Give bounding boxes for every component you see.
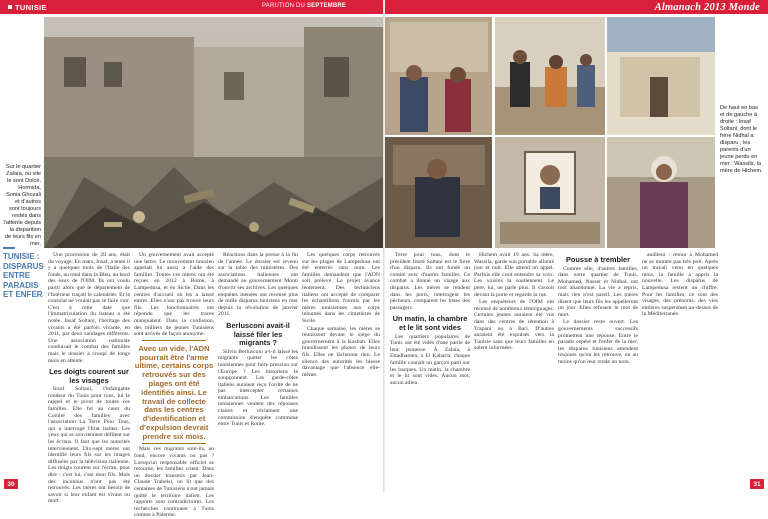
rubric-text: TUNISIE — [15, 2, 47, 12]
subhead-trembler: Pousse à trembler — [565, 255, 631, 264]
highlight-rule-top — [142, 340, 206, 341]
photo-caption-left: Sur le quartier Zalaïa, ou vile le sont Dolcé. Hormida, Sonia Ghozali et d'autres sont toujours restés dans l'attente depuis la disparition de leurs fils en mer. — [3, 164, 41, 247]
paragraph: Les quartiers populaires de Tunis ont été vidés d'une partie de leur jeunesse. À Zalaïa, à Ettadhamen, à El Kabaria, chaque famille connaît un garçon parti sur les barques. Un matin, la chambre et le lit sont vides. Aucun mot, aucun adieu. — [390, 333, 470, 386]
photo-rubble-street — [44, 17, 383, 248]
subhead-berlusconi: Berlusconi avait-il laissé filer les migrants ? — [226, 320, 290, 348]
paragraph: Silvio Berlusconi a-t-il laissé les migrants quitter les côtes tunisiennes pour faire pression sur l'Europe ? Les historiens le soupçonnent. Les garde-côtes italiens auraient reçu l'ordre de ne pas intercepter certaines embarcations. Les familles tunisiennes veulent des réponses claires et réclament une commission d'enquête commune entre Tunis et Rome. — [218, 348, 298, 428]
paragraph: Les enquêteurs de l'OIM ont recensé de nombreux témoignages. Certains jeunes auraient été vus dans des centres de rétention à Trapani ou à Bari. D'autres auraient été expulsés vers la Tunisie sans que leurs familles en soient informées. — [474, 299, 554, 352]
publication-date — [262, 3, 346, 9]
date-month: SEPTEMBRE — [306, 3, 347, 9]
column-2 — [134, 252, 215, 519]
paragraph: auditeur : retour à Mohamed ne se montre pas très poli. Après un travail venu en quelques mois, la famille a appris la nouvelle. Les disparus de Lampedusa restent un chiffre. Pour les familles, ce sont des visages, des prénoms, des vies entières suspendues au-dessus de la Méditerranée. — [642, 252, 718, 318]
paragraph: Un gouvernement avait accepté une lettre. Le mouvement tunisien appelait lui aussi à l'aide des familles. Toutes ces mères ont été reçues en 2012 à Rome, à Lampedusa, et en Sicile. Dans les centres d'accueil on les a laissé entrer. Elles n'ont pas trouvé leurs fils. Les fonctionnaires ont répondu que les traces manquaient. Dans la confusion, des milliers de jeunes Tunisiens sont arrivés de façon anonyme. — [134, 252, 214, 338]
paragraph: Comme elle, d'autres familles, dans notre quartier de Tunis, Mohamed, Nasser et Nidhal, ont tout abandonné. La vie a repris, mais rien n'est pareil. Les mères disent que leurs fils les appelleront un jour. Elles refusent le mot de mort. — [558, 265, 638, 318]
column-4 — [302, 252, 380, 478]
column-7 — [558, 252, 638, 478]
page-number-left: 30 — [4, 479, 18, 489]
highlight-rule-bottom — [142, 443, 206, 444]
paragraph: Les quelques corps retrouvés sur les plages de Lampedusa ont été enterrés sans nom. Les familles demandent que l'ADN soit prélevé. Le projet avance lentement. Des techniciens italiens ont accepté de comparer les échantillons fournis par les mères tunisiennes aux corps inhumés dans les cimetières de Sicile. — [302, 252, 380, 324]
photo-collage-illustration — [385, 17, 715, 248]
subhead-chambre: Un matin, la chambre et le lit sont vides — [392, 314, 468, 332]
column-1 — [48, 252, 130, 505]
paragraph: Réactions dans la presse à la fin de l'année. Le dossier est revenu sur la table des ministères. Des associations italiennes ont demandé au gouvernement Monti d'ouvrir ses archives. Les quelques enquêtes menées ont recensé plus de mille disparus tunisiens en mer depuis la révolution de janvier 2011. — [218, 252, 298, 318]
almanac-title — [655, 2, 760, 13]
photo-caption-right: De haut en bas et de gauche à droite : Insaf Soltani, dont le frère Nidhal a disparu ; les parents d'un jeune perdu en mer ; Wassila, la mère de Hichem. — [720, 105, 763, 174]
column-6 — [474, 252, 554, 478]
date-prefix: PARUTION DU — [262, 3, 306, 9]
paragraph: Insaf Soltani, l'infatigable rondeur du Tunis pour tous, lui le rappel et le pivot de toutes ces familles. Elle fut au cœur du Comité des familles avec l'association La Terre Pour Tous, qui a interrogé l'Etat italien. Les yeux qui se souviennent défilent sur les écrans. Il faut que les autorités interviennent. Dix-sept mères ont identifié leurs fils sur les images diffusées par la télévision italienne. Les doigts courent sur l'écran, pour dire : c'est lui, c'est mon fils. Mais des inconnus n'ont pas été retrouvés. Les mères ont besoin de savoir si leur enfant est vivant ou mort. — [48, 386, 130, 505]
column-5 — [390, 252, 470, 478]
pullquote-rule — [3, 247, 15, 249]
almanac-year: Almanach 2013 — [654, 1, 726, 13]
side-pullquote — [3, 247, 46, 300]
photo-rubble-illustration — [44, 17, 383, 248]
paragraph: Hichem avait 19 ans. Sa mère, Wassila, garde son portable allumé jour et nuit. Elle attend un appel. Parfois elle croit entendre sa voix. Les voisins la soutiennent. Le père, lui, ne parle plus. Il s'assoit devant la porte et regarde la rue. — [474, 252, 554, 298]
pullquote-text: TUNISIE : DISPARUS ENTRE PARADIS ET ENFER — [3, 252, 44, 299]
column-8 — [642, 252, 718, 478]
photo-collage — [385, 17, 715, 248]
paragraph: Terre pour tous, dont le président Imed Soltani est le frère d'un disparu. Ils ont fondé un comité avec d'autres familles. Ce combat a donné un visage aux disparus. Les mères se rendent dans les ports, interrogent les pêcheurs, comparent les listes des passagers. — [390, 252, 470, 311]
header-bar-right — [385, 0, 768, 14]
highlight-quote: Avec un vide, l'ADN pourrait être l'arme ultime, certains corps retrouvés sur des plages ont été identifiés ainsi. Le travail de collecte dans les centres d'identification et d'expulsion devrait prendre six mois. — [134, 343, 214, 441]
rubric-square-icon — [8, 5, 12, 9]
column-3 — [218, 252, 298, 478]
paragraph: Mais ces migrants sont-ils, au fond, encore vivants ou pas ? Lorsqu'un responsable officiel se retourne, les familles crient. Dans un dossier transmis par Jean-Claude Trabelsi, on lit que des centaines de Tunisiens n'ont jamais quitté le territoire italien. Les rapports sont contradictoires. Les recherches continuent à Tunis comme à Palerme. — [134, 446, 215, 519]
paragraph: Le dossier reste ouvert. Les gouvernements successifs promettent une réponse. Entre le paradis espéré et l'enfer de la mer, les disparus tunisiens attendent toujours qu'on les retrouve, ou au moins qu'on leur rende un nom. — [558, 319, 638, 365]
paragraph: Chaque semaine, les mères se réunissent devant le siège du gouvernement à la Kasbah. Elles brandissent les photos de leurs fils. Elles ne lâcheront rien. Le silence des autorités les blesse davantage que l'absence elle-même. — [302, 325, 380, 378]
paragraph: Une procession de 39 ans, était du voyage. En mars, Insaf, a tenté il y a quelques mois de l'Italie des fonds, au total dans la Bleu, au bord des eaux de l'OIM. Ils ont voulu partir alors que le département de l'Intérieur traçait le calendrier. Et le consulat ne voulait pas se faire voir. C'est à cette date que l'immatriculation du bateau a été notée. Insaf Soltani, l'héritage des vivants a été parfois vivante, en 2011, par deux sondages différents. Une association nationale conduisait le combat des familles mais le dossier a croupi de longs mois en attente. — [48, 252, 130, 364]
almanac-section: Monde — [728, 1, 760, 13]
rubric-label — [0, 3, 47, 12]
subhead-visages: Les doigts courent sur les visages — [49, 367, 129, 385]
page-number-right: 31 — [750, 479, 764, 489]
